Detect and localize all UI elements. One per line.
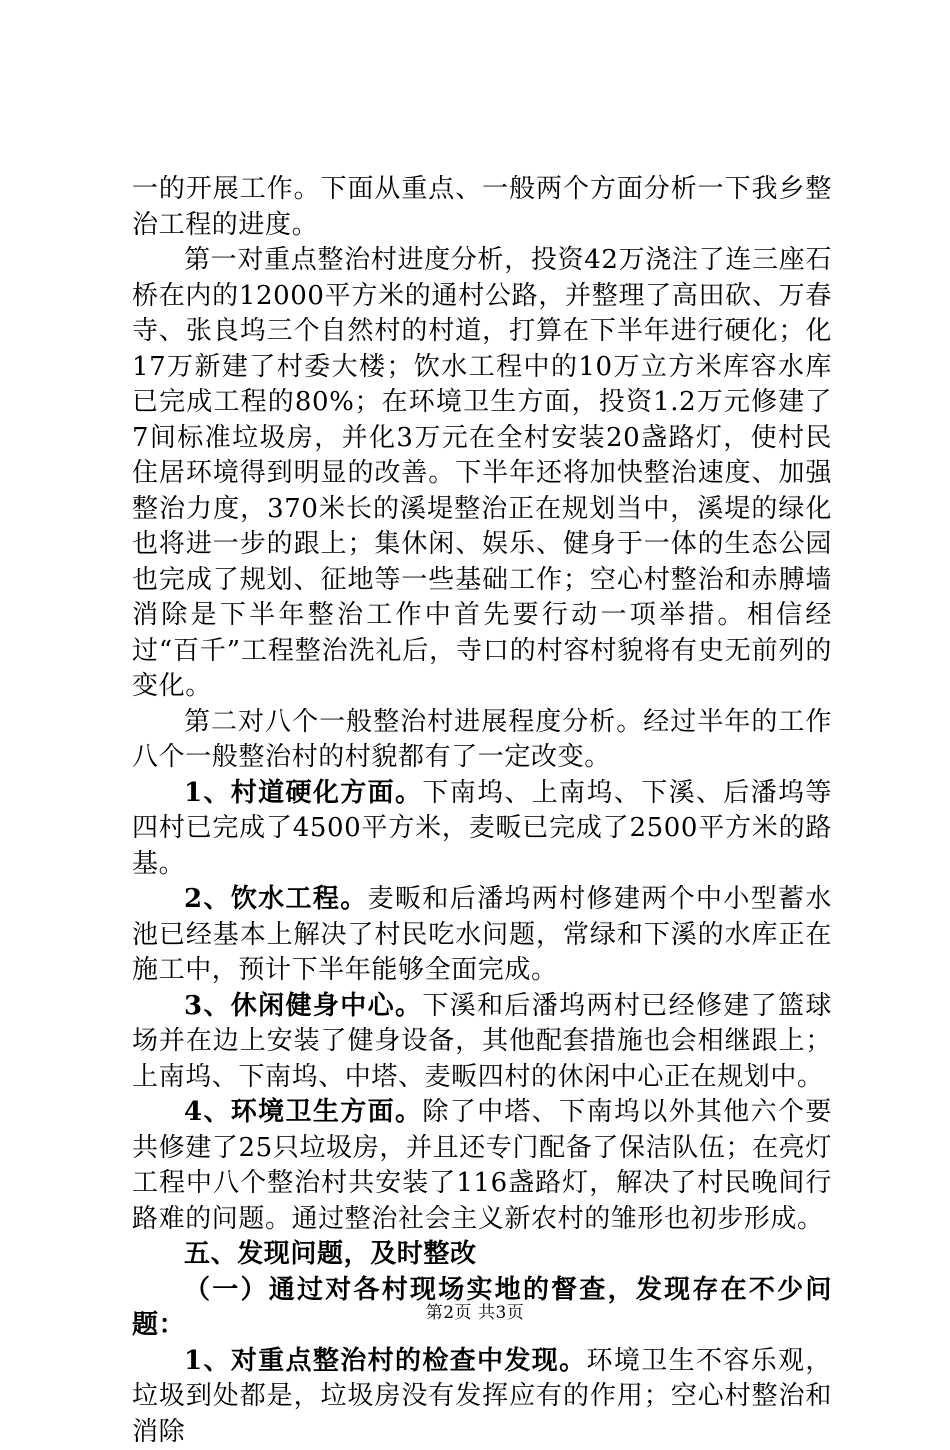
paragraph-lead: 4、环境卫生方面。 — [184, 1097, 422, 1127]
paragraph-lead: 1、村道硬化方面。 — [184, 778, 422, 808]
section-heading: 五、发现问题，及时整改 — [132, 1237, 832, 1273]
paragraph-text: 麦畈和后潘坞两村修建两个中小型蓄水池已经基本上解决了村民吃水问题，常绿和下溪的水库正在施工中，预计下半年能够全面完成。 — [132, 884, 832, 985]
paragraph-fitness-center — [132, 989, 832, 1096]
page-footer: 第2页 共3页 — [0, 1298, 950, 1323]
paragraph-text: 下南坞、上南坞、下溪、后潘坞等四村已完成了4500平方米，麦畈已完成了2500平方米的路基。 — [132, 778, 832, 879]
paragraph-key-village-progress: 第一对重点整治村进度分析，投资42万浇注了连三座石桥在内的12000平方米的通村公路，并整理了高田砍、万春寺、张良坞三个自然村的村道，打算在下半年进行硬化；化17万新建了村委大楼；饮水工程中的10万立方米库容水库已完成工程的80%；在环境卫生方面，投资1.2万元修建了7间标准垃圾房，并化3万元在全村安装20盏路灯，使村民住居环境得到明显的改善。下半年还将加快整治速度、加强整治力度，370米长的溪堤整治正在规划当中，溪堤的绿化也将进一步的跟上；集休闲、娱乐、健身于一体的生态公园也完成了规划、征地等一些基础工作；空心村整治和赤膊墙消除是下半年整治工作中首先要行动一项举措。相信经过“百千”工程整治洗礼后，寺口的村容村貌将有史无前列的变化。 — [132, 243, 832, 705]
paragraph-lead: 3、休闲健身中心。 — [184, 991, 422, 1021]
paragraph-continuation: 一的开展工作。下面从重点、一般两个方面分析一下我乡整治工程的进度。 — [132, 172, 832, 243]
paragraph-lead: 1、对重点整治村的检查中发现。 — [184, 1346, 587, 1376]
paragraph-text: 下溪和后潘坞两村已经修建了篮球场并在边上安装了健身设备，其他配套措施也会相继跟上；上南坞、下南坞、中塔、麦畈四村的休闲中心正在规划中。 — [132, 991, 832, 1092]
paragraph-lead: 2、饮水工程。 — [184, 884, 368, 914]
paragraph-water-project — [132, 882, 832, 989]
paragraph-road-hardening — [132, 776, 832, 883]
paragraph-inspection-findings — [132, 1344, 832, 1450]
subsection-heading: （一）通过对各村现场实地的督查，发现存在不少问题： — [132, 1273, 832, 1344]
paragraph-environment-sanitation — [132, 1095, 832, 1237]
paragraph-text: 环境卫生不容乐观，垃圾到处都是，垃圾房没有发挥应有的作用；空心村整治和消除 — [132, 1346, 832, 1447]
paragraph-text: 除了中塔、下南坞以外其他六个要共修建了25只垃圾房，并且还专门配备了保洁队伍；在亮灯工程中八个整治村共安装了116盏路灯，解决了村民晚间行路难的问题。通过整治社会主义新农村的雏形也初步形成。 — [132, 1097, 832, 1234]
paragraph-general-village-progress: 第二对八个一般整治村进展程度分析。经过半年的工作八个一般整治村的村貌都有了一定改变。 — [132, 705, 832, 776]
document-body — [132, 172, 832, 1450]
